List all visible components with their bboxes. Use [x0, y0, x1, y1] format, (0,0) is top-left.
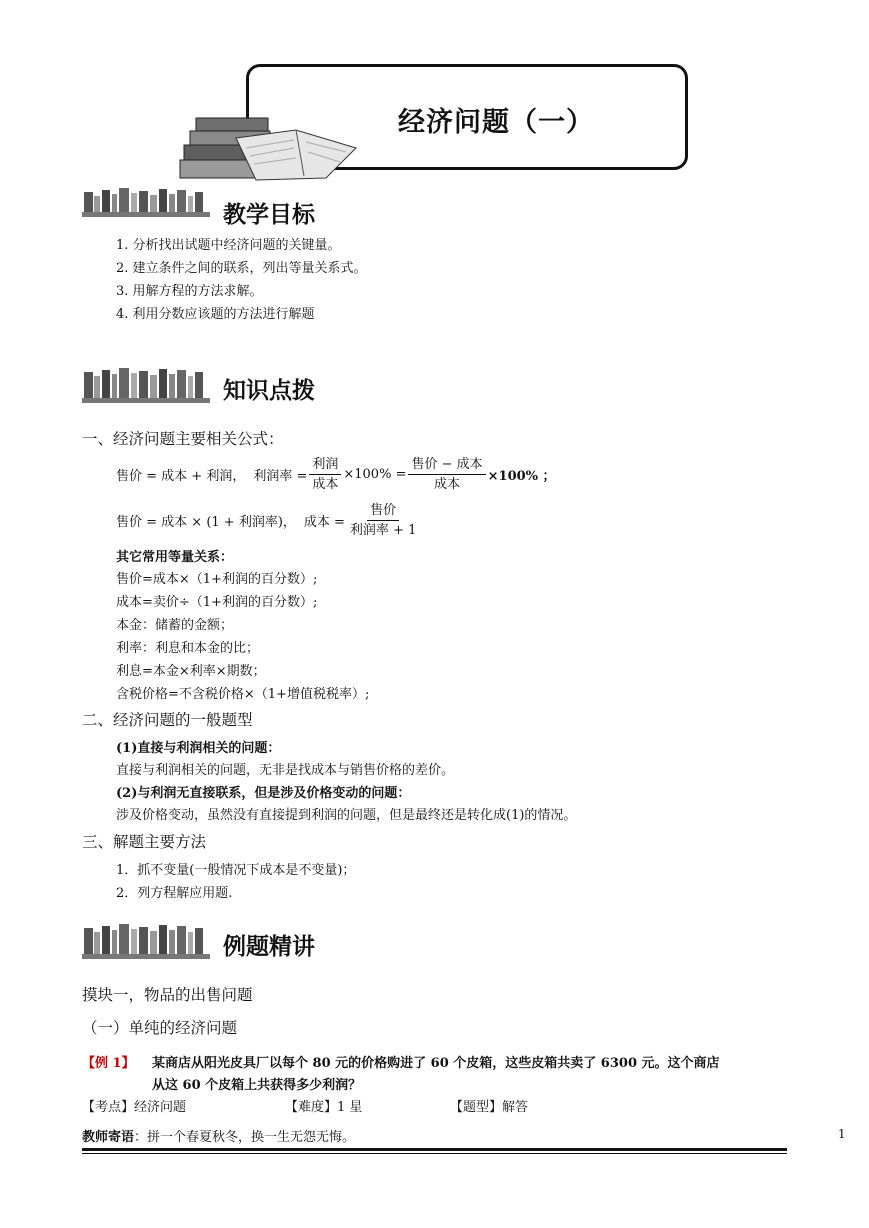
relation-item: 利率：利息和本金的比；: [116, 641, 260, 656]
module-subtitle: （一）单纯的经济问题: [82, 1019, 238, 1037]
page-title: 经济问题（一）: [398, 107, 594, 138]
section-header-examples: [82, 918, 402, 962]
page-number: 1: [838, 1127, 846, 1141]
method-item: 2．列方程解应用题.: [116, 886, 233, 901]
relation-item: 成本=卖价÷（1+利润的百分数）;: [116, 595, 318, 610]
relation-item: 售价=成本×（1+利润的百分数）;: [116, 572, 318, 587]
goal-item: 4. 利用分数应该题的方法进行解题: [116, 307, 315, 322]
books-row-icon: [82, 362, 214, 406]
type2-text: 涉及价格变动，虽然没有直接提到利润的问题，但是最终还是转化成(1)的情况。: [116, 808, 577, 823]
type1-title: (1)直接与利润相关的问题：: [116, 741, 281, 756]
part1-heading: 一、经济问题主要相关公式：: [82, 430, 284, 448]
type1-text: 直接与利润相关的问题，无非是找成本与销售价格的差价。: [116, 763, 455, 778]
books-row-icon: [82, 918, 214, 962]
relation-item: 本金：储蓄的金额；: [116, 618, 234, 633]
formula2-cost-label: 成本 =: [303, 515, 345, 530]
formula1-times2: ×100% ；: [487, 469, 556, 484]
footer-text: ：拼一个春夏秋冬，换一生无怨无悔。: [134, 1130, 356, 1145]
formula1-lhs: 售价 = 成本 + 利润，: [116, 469, 246, 484]
part3-heading: 三、解题主要方法: [82, 833, 207, 851]
goal-item: 2. 建立条件之间的联系，列出等量关系式。: [116, 261, 367, 276]
formula1-times: ×100% =: [343, 467, 407, 482]
fraction-numerator: 售价: [367, 502, 399, 521]
relation-item: 含税价格=不含税价格×（1+增值税税率）;: [116, 687, 370, 702]
example-kaodian: 【考点】经济问题: [82, 1100, 187, 1115]
goal-item: 1. 分析找出试题中经济问题的关键量。: [116, 238, 341, 253]
fraction-denominator: 成本: [312, 477, 339, 492]
other-relations-title: 其它常用等量关系：: [116, 550, 234, 565]
formula1-rate-label: 利润率 =: [253, 469, 308, 484]
example-tag: 【例 1】: [82, 1056, 135, 1071]
fraction-denominator: 成本: [434, 477, 461, 492]
fraction-numerator: 利润: [309, 456, 341, 475]
section-header-goals: [82, 188, 402, 232]
fraction-price-minus-cost: [408, 456, 485, 493]
formula2-lhs: 售价 = 成本 × (1 + 利润率)，: [116, 515, 296, 530]
formula-profit-rate: [116, 456, 556, 493]
section-header-knowledge: [82, 362, 402, 406]
example-question-line2: 从这 60 个皮箱上共获得多少利润？: [152, 1078, 362, 1093]
part2-heading: 二、经济问题的一般题型: [82, 711, 253, 729]
relation-item: 利息=本金×利率×期数；: [116, 664, 266, 679]
type2-title: (2)与利润无直接联系，但是涉及价格变动的问题：: [116, 786, 411, 801]
fraction-numerator: 售价 − 成本: [408, 456, 485, 475]
section-title-knowledge: 知识点拨: [223, 378, 315, 404]
section-title-goals: 教学目标: [223, 202, 315, 228]
books-illustration: [176, 108, 366, 188]
formula-cost: [116, 502, 421, 539]
footer-rule-thin: [82, 1153, 787, 1154]
fraction-denominator: 利润率 + 1: [349, 523, 417, 538]
method-item: 1．抓不变量(一般情况下成本是不变量)；: [116, 863, 356, 878]
footer-motto: [82, 1129, 355, 1147]
fraction-profit-over-cost: [309, 456, 341, 493]
section-title-examples: 例题精讲: [223, 934, 315, 960]
example-question-line1: 某商店从阳光皮具厂以每个 80 元的价格购进了 60 个皮箱，这些皮箱共卖了 6300 元。这个商店: [152, 1056, 720, 1071]
footer-rule-thick: [82, 1148, 787, 1151]
fraction-price-over-rate: [347, 502, 419, 539]
module-title: 摸块一，物品的出售问题: [82, 986, 253, 1004]
goal-item: 3. 用解方程的方法求解。: [116, 284, 263, 299]
books-row-icon: [82, 188, 214, 218]
footer-label: 教师寄语: [82, 1130, 135, 1145]
example-nandu: 【难度】1 星: [285, 1100, 363, 1115]
example-tixing: 【题型】解答: [450, 1100, 529, 1115]
